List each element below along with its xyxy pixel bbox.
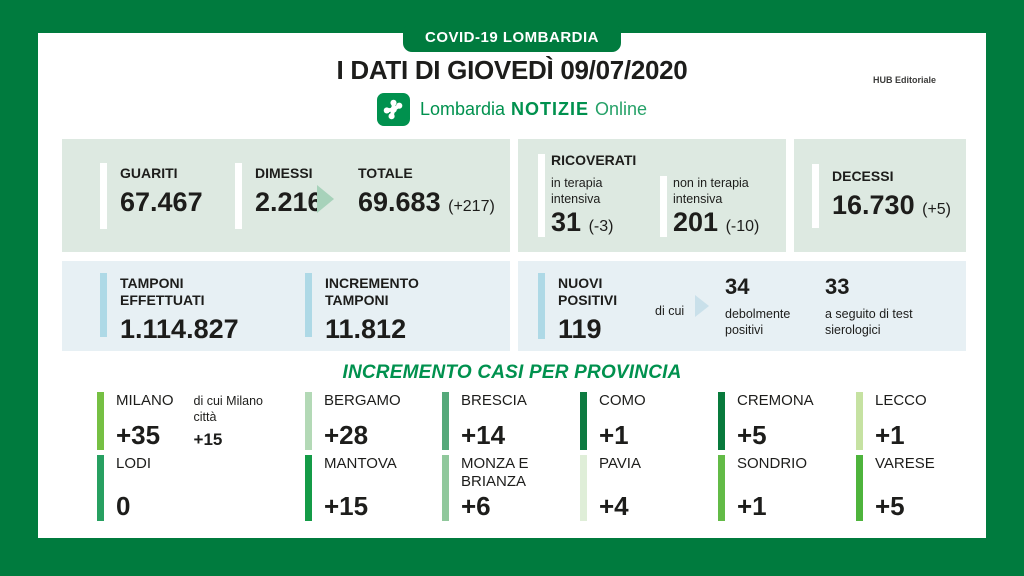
province-mantova <box>305 455 442 521</box>
tamponi-value: 1.114.827 <box>120 314 239 344</box>
non-terapia-intensiva-group <box>673 175 788 237</box>
decessi-value <box>832 190 951 225</box>
white-bar <box>235 163 242 229</box>
province-bar <box>580 392 587 450</box>
header-badge: COVID-19 LOMBARDIA <box>403 24 621 52</box>
province-body <box>116 392 174 450</box>
province-name: MONZA E BRIANZA <box>461 455 529 490</box>
guariti-label: GUARITI <box>120 165 178 181</box>
publisher-label: HUB Editoriale <box>872 75 936 85</box>
arrow-right-icon <box>695 295 709 317</box>
province-bar <box>97 455 104 521</box>
province-value: +1 <box>599 420 629 450</box>
sierologici-label: a seguito di test sierologici <box>825 307 913 337</box>
logo-online: Online <box>595 99 648 119</box>
totale-delta: (+217) <box>448 198 495 215</box>
sierologici-value: 33 <box>825 274 850 299</box>
province-bar <box>580 455 587 521</box>
logo-wordmark <box>420 99 647 120</box>
blue-bar <box>538 273 545 339</box>
guariti-value: 67.467 <box>120 187 203 217</box>
decessi-label: DECESSI <box>832 168 894 184</box>
province-bar <box>718 392 725 450</box>
province-value: 0 <box>116 491 131 521</box>
tamponi-label: TAMPONI EFFETTUATI <box>120 275 205 308</box>
totals-box <box>62 139 510 252</box>
dimessi-label: DIMESSI <box>255 165 313 181</box>
nuovi-positivi-label: NUOVI POSITIVI <box>558 275 618 308</box>
totale-value <box>358 187 495 222</box>
dimessi-value: 2.216 <box>255 187 323 217</box>
page-title: I DATI DI GIOVEDÌ 09/07/2020 <box>336 55 688 85</box>
logo-notizie: NOTIZIE <box>511 99 590 119</box>
province-name: COMO <box>599 392 646 409</box>
province-value: +1 <box>875 420 905 450</box>
content-area <box>38 33 986 538</box>
decessi-delta: (+5) <box>922 201 952 218</box>
totale-label: TOTALE <box>358 165 413 181</box>
non-intensiva-label: non in terapia intensiva <box>673 176 749 206</box>
province-value: +15 <box>324 491 369 521</box>
white-bar <box>660 176 667 237</box>
intensiva-label: in terapia intensiva <box>551 176 603 206</box>
province-pavia <box>580 455 718 521</box>
province-como <box>580 392 718 450</box>
blue-bar <box>100 273 107 337</box>
debolmente-label: debolmente positivi <box>725 307 791 337</box>
province-name: MILANO <box>116 392 174 409</box>
province-sondrio <box>718 455 856 521</box>
incremento-label: INCREMENTO TAMPONI <box>325 275 419 308</box>
province-bar <box>305 455 312 521</box>
tamponi-box <box>62 261 510 351</box>
province-value: +28 <box>324 420 369 450</box>
province-value: +14 <box>461 420 506 450</box>
non-intensiva-delta: (-10) <box>725 218 760 235</box>
province-name: PAVIA <box>599 455 641 472</box>
di-cui-label: di cui <box>655 304 685 318</box>
intensiva-delta: (-3) <box>588 218 614 235</box>
non-intensiva-value <box>673 207 788 242</box>
province-brescia <box>442 392 580 450</box>
province-bergamo <box>305 392 442 450</box>
stat-debolmente <box>725 275 820 338</box>
province-name: BRESCIA <box>461 392 527 409</box>
stat-incremento-tamponi <box>305 273 460 344</box>
province-value: +5 <box>875 491 905 521</box>
province-lodi <box>97 455 305 521</box>
stat-nuovi-positivi <box>538 273 648 344</box>
blue-bar <box>305 273 312 337</box>
milano-citta-note <box>194 392 279 450</box>
white-bar <box>538 154 545 237</box>
intensiva-number: 31 <box>551 207 582 237</box>
ricoverati-box <box>518 139 786 252</box>
white-bar <box>100 163 107 229</box>
rosa-camuna-icon <box>377 93 410 126</box>
province-bar <box>442 455 449 521</box>
province-name: MANTOVA <box>324 455 397 472</box>
province-varese <box>856 455 956 521</box>
province-section-heading: INCREMENTO CASI PER PROVINCIA <box>342 362 682 383</box>
lombardia-notizie-logo <box>38 93 986 126</box>
stat-sierologici <box>825 275 950 338</box>
stat-guariti <box>100 163 203 229</box>
province-bar <box>442 392 449 450</box>
province-row-2 <box>97 455 956 521</box>
province-value: +6 <box>461 491 491 521</box>
province-name: LODI <box>116 455 152 472</box>
province-value: +5 <box>737 420 767 450</box>
nuovi-positivi-box <box>518 261 966 351</box>
province-lecco <box>856 392 956 450</box>
note-value: +15 <box>193 430 223 449</box>
arrow-right-icon <box>317 185 334 213</box>
logo-lombardia: Lombardia <box>419 99 506 119</box>
province-milano <box>97 392 305 450</box>
province-value: +4 <box>599 491 629 521</box>
incremento-value: 11.812 <box>325 314 407 344</box>
province-bar <box>856 392 863 450</box>
note-label: di cui Milano città <box>193 394 263 424</box>
province-bar <box>856 455 863 521</box>
province-name: LECCO <box>875 392 927 409</box>
province-name: CREMONA <box>737 392 814 409</box>
province-value: +35 <box>116 420 161 450</box>
province-value: +1 <box>737 491 767 521</box>
ricoverati-title: RICOVERATI <box>551 152 637 168</box>
stat-totale <box>358 163 495 222</box>
province-bar <box>305 392 312 450</box>
non-intensiva-number: 201 <box>673 207 719 237</box>
province-bar <box>97 392 104 450</box>
nuovi-positivi-value: 119 <box>558 314 602 344</box>
province-name: BERGAMO <box>324 392 401 409</box>
province-row-1 <box>97 392 956 450</box>
decessi-box <box>794 139 966 252</box>
totale-number: 69.683 <box>358 187 441 217</box>
debolmente-value: 34 <box>725 274 750 299</box>
intensiva-value <box>551 207 651 242</box>
province-bar <box>718 455 725 521</box>
stat-tamponi <box>100 273 245 344</box>
province-cremona <box>718 392 856 450</box>
stat-dimessi <box>235 163 323 229</box>
province-name: VARESE <box>875 455 935 472</box>
province-name: SONDRIO <box>737 455 808 472</box>
decessi-number: 16.730 <box>832 190 915 220</box>
province-monza-e-brianza <box>442 455 580 521</box>
white-bar <box>812 164 819 228</box>
terapia-intensiva-group <box>551 175 651 237</box>
